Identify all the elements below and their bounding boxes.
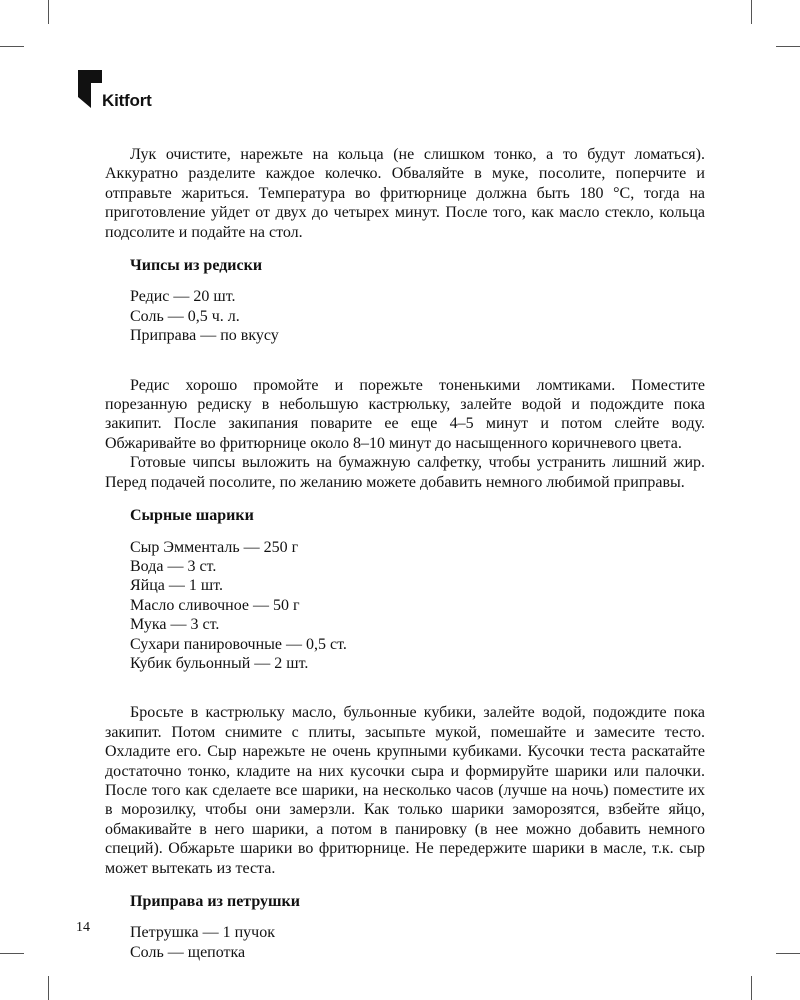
- crop-mark: [48, 0, 49, 24]
- ingredient-item: Петрушка — 1 пучок: [130, 924, 275, 942]
- ingredient-list: [130, 538, 705, 674]
- crop-mark: [0, 953, 24, 954]
- recipe: [105, 256, 705, 492]
- crop-mark: [776, 953, 800, 954]
- crop-mark: [0, 46, 24, 47]
- recipe-paragraph: Готовые чипсы выложить на бумажную салфетку, чтобы устранить лишний жир. Перед подачей посолите, по желанию можете добавить немного любимой приправы.: [105, 454, 705, 491]
- ingredient-item: Мука — 3 ст.: [130, 616, 220, 634]
- ingredient-item: Сыр Эмменталь — 250 г: [130, 538, 299, 556]
- ingredient-item: Вода — 3 ст.: [130, 557, 217, 575]
- ingredient-list: [130, 923, 705, 962]
- crop-mark: [776, 46, 800, 47]
- ingredient-item: Приправа — по вкусу: [130, 327, 279, 345]
- recipe-title: Приправа из петрушки: [130, 893, 300, 910]
- intro-paragraph: Лук очистите, нарежьте на кольца (не слишком тонко, а то будут ломаться). Аккуратно разделите каждое колечко. Обваляйте в муке, посолите, поперчите и отправьте жариться. Температура во фритюрнице должна быть 180 °С, тогда на приготовление уйдет от двух до четырех минут. После того, как масло стекло, кольца подсолите и подайте на стол.: [105, 146, 705, 241]
- crop-mark: [751, 0, 752, 24]
- ingredient-item: Редис — 20 шт.: [130, 288, 236, 306]
- ingredient-item: Соль — щепотка: [130, 943, 246, 961]
- logo-mark-icon: [78, 70, 102, 108]
- ingredient-item: Соль — 0,5 ч. л.: [130, 307, 240, 325]
- ingredient-item: Кубик бульонный — 2 шт.: [130, 654, 309, 672]
- ingredient-item: Масло сливочное — 50 г: [130, 596, 300, 614]
- ingredient-list: [130, 287, 705, 345]
- recipe-paragraph: Бросьте в кастрюльку масло, бульонные кубики, залейте водой, подождите пока закипит. Потом снимите с плиты, засыпьте мукой, помешайте и замесите тесто. Охладите его. Сыр нарежьте не очень крупными кубиками. Кусочки теста раскатайте достаточно тонко, кладите на них кусочки сыра и формируйте шарики или палочки. После того как сделаете все шарики, на несколько часов (лучше на ночь) поместите их в морозилку, чтобы они замерзли. Как только шарики заморозятся, взбейте яйцо, обмакивайте в него шарики, а потом в панировку (в нее можно добавить немного специй). Обжарьте шарики во фритюрнице. Не передержите шарики в масле, т.к. сыр может вытекать из теста.: [105, 704, 705, 877]
- recipe-paragraph: Редис хорошо промойте и порежьте тоненькими ломтиками. Поместите порезанную редиску в небольшую кастрюльку, залейте водой и подождите пока закипит. После закипания поварите ее еще 4–5 минут и потом слейте воду. Обжаривайте во фритюрнице около 8–10 минут до насыщенного коричневого цвета.: [105, 376, 705, 452]
- ingredient-item: Сухари панировочные — 0,5 ст.: [130, 635, 347, 653]
- recipe: [105, 506, 705, 878]
- page-content: [105, 145, 705, 974]
- recipe-title: Сырные шарики: [130, 507, 254, 525]
- recipe-title: Чипсы из редиски: [130, 257, 263, 275]
- crop-mark: [48, 976, 49, 1000]
- recipe: [105, 892, 705, 962]
- crop-mark: [751, 976, 752, 1000]
- ingredient-item: Яйца — 1 шт.: [130, 577, 224, 595]
- brand-logo: [78, 70, 178, 118]
- brand-name: Kitfort: [102, 91, 152, 110]
- page-number: 14: [76, 920, 90, 935]
